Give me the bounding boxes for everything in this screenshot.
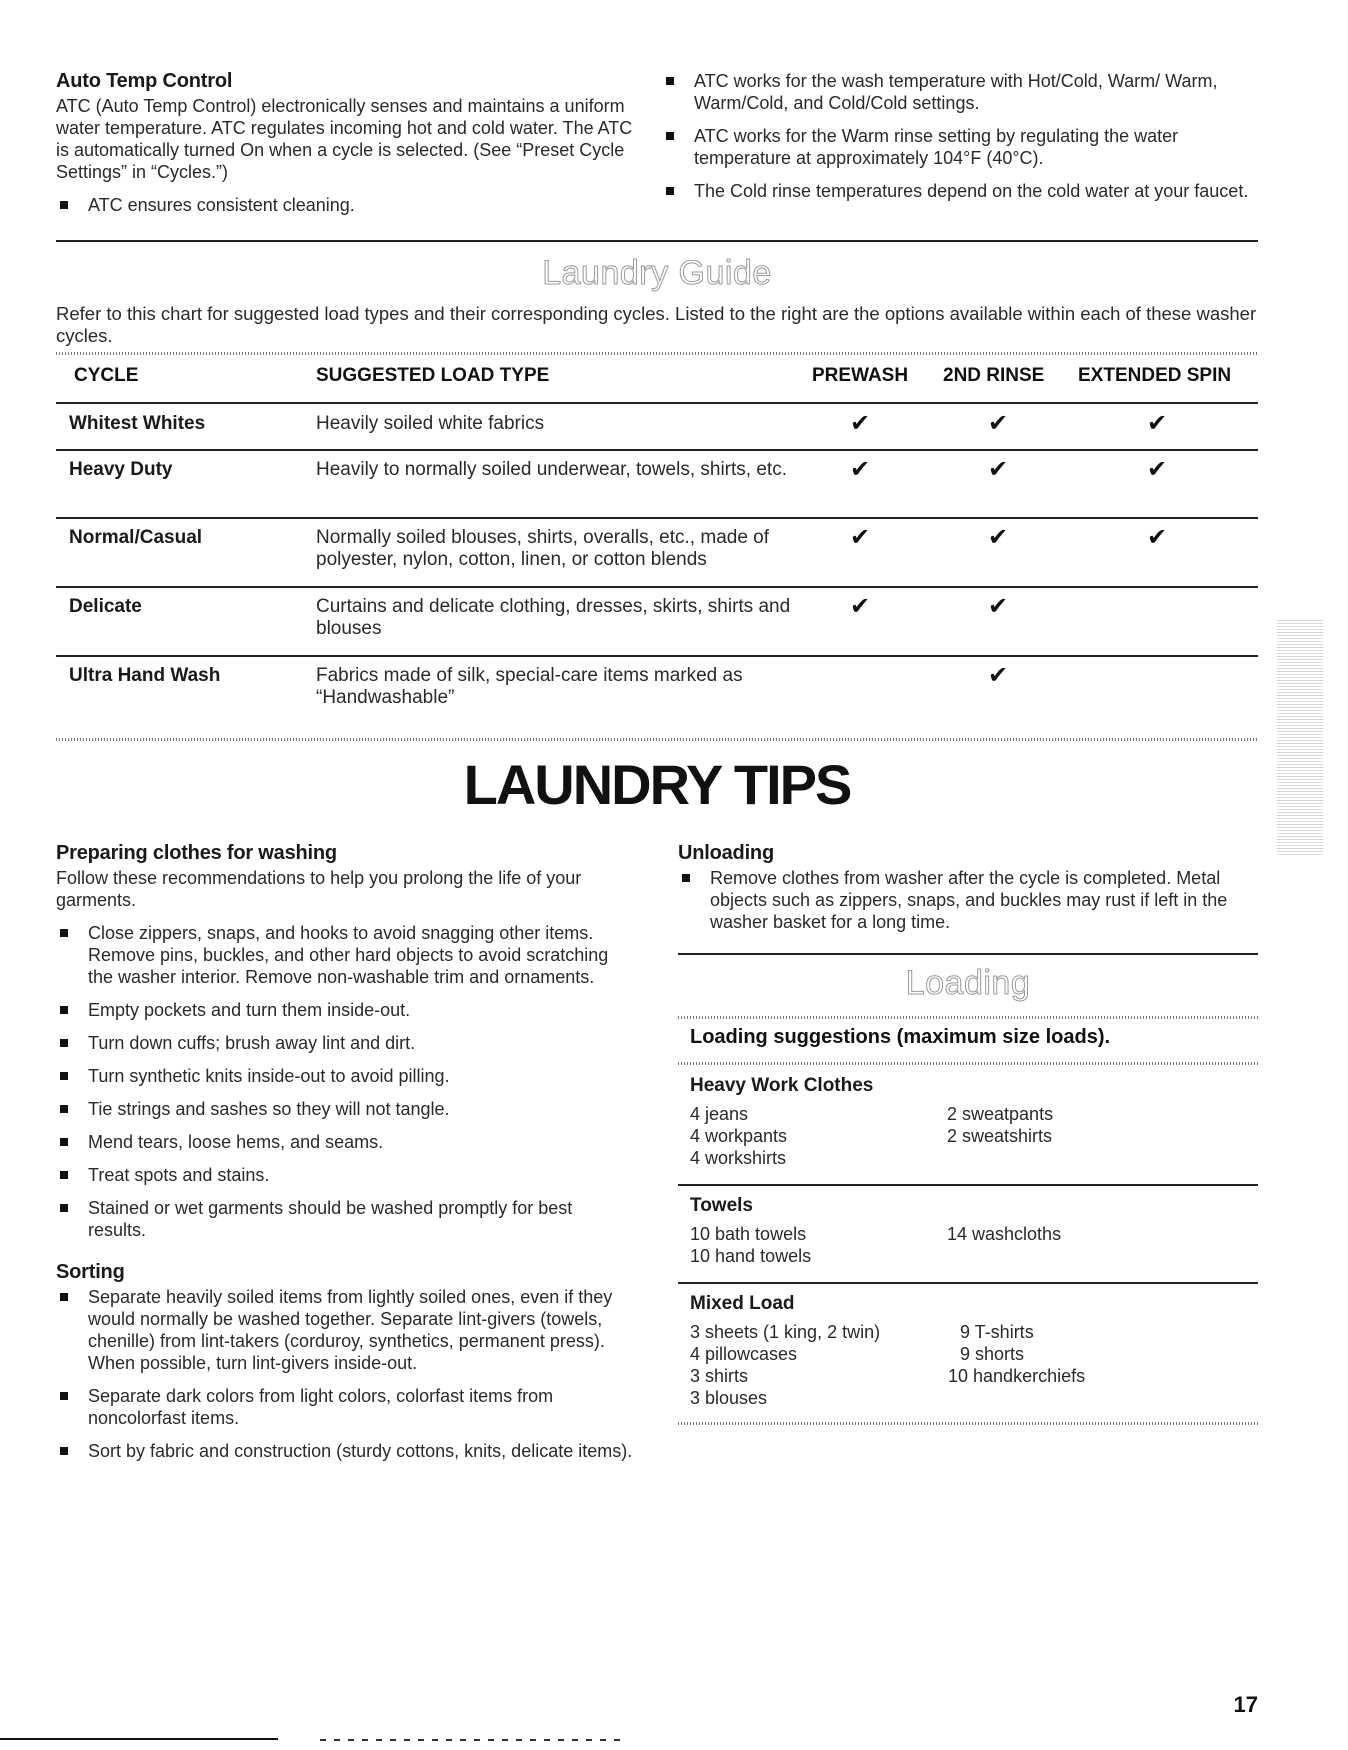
list-item: Separate heavily soiled items from lightly soiled ones, even if they would normally be washed together. Separate lint-givers (towels, chenille) from lint-takers (corduroy, synthetics, permanent press). When possible, turn lint-givers inside-out.: [56, 1286, 634, 1374]
load-type: Curtains and delicate clothing, dresses, skirts, shirts and blouses: [316, 596, 791, 639]
list-item: Empty pockets and turn them inside-out.: [56, 999, 634, 1021]
list-item: ATC works for the Warm rinse setting by regulating the water temperature at approximately 104°F (40°C).: [662, 125, 1262, 169]
laundry-tips-title: LAUNDRY TIPS: [463, 753, 851, 816]
loading-title: Loading: [905, 964, 1031, 1002]
bullet-icon: [60, 1072, 68, 1080]
bullet-icon: [60, 1171, 68, 1179]
load-type: Heavily soiled white fabrics: [316, 413, 545, 434]
prewash-check-icon: ✔: [850, 456, 871, 483]
atc-paragraph: ATC (Auto Temp Control) electronically senses and maintains a uniform water temperature. ATC regulates incoming hot and cold water. The ATC is automatically turned On when a cycle is selected. (See “Preset Cycle Settings” in “Cycles.”): [56, 96, 633, 182]
column-header-extended-spin: EXTENDED SPIN: [1078, 365, 1232, 386]
loading-bottom-rule: [678, 1422, 1258, 1425]
spin-check-icon: ✔: [1147, 456, 1168, 483]
rinse-check-icon: ✔: [988, 593, 1009, 620]
load-group-left-list: [690, 1103, 787, 1169]
table-row: [56, 662, 1258, 723]
prewash-check-icon: ✔: [850, 524, 871, 551]
bullet-icon: [666, 132, 674, 140]
loading-top-rule: [678, 1016, 1258, 1019]
load-group-right-list: [947, 1103, 1053, 1147]
list-item: Turn down cuffs; brush away lint and dirt.: [56, 1032, 634, 1054]
load-group-rule: [678, 1184, 1258, 1186]
list-item: 4 jeans: [690, 1104, 749, 1124]
cycle-name: Normal/Casual: [69, 527, 203, 548]
preparing-intro: Follow these recommendations to help you prolong the life of your garments.: [56, 868, 582, 910]
list-item: 4 workshirts: [690, 1148, 787, 1168]
list-item: Close zippers, snaps, and hooks to avoid snagging other items. Remove pins, buckles, and other hard objects to avoid scratching the washer interior. Remove non-washable trim and ornaments.: [56, 922, 634, 988]
load-type: Normally soiled blouses, shirts, overalls, etc., made of polyester, nylon, cotton, linen, or cotton blends: [316, 527, 770, 570]
bullet-icon: [60, 1293, 68, 1301]
bullet-icon: [60, 1392, 68, 1400]
rinse-check-icon: ✔: [988, 410, 1009, 437]
rinse-check-icon: ✔: [988, 524, 1009, 551]
list-item: 2 sweatshirts: [947, 1126, 1053, 1146]
list-item: 3 shirts: [690, 1366, 749, 1386]
preparing-heading: Preparing clothes for washing: [56, 842, 337, 864]
list-item: Turn synthetic knits inside-out to avoid pilling.: [56, 1065, 634, 1087]
prewash-check-icon: ✔: [850, 410, 871, 437]
list-item: 14 washcloths: [947, 1224, 1062, 1244]
load-group-right-list: [947, 1223, 1061, 1245]
atc-right-column: [662, 70, 1262, 202]
bottom-edge-rule: [0, 1738, 278, 1740]
unloading-heading: Unloading: [678, 842, 774, 864]
bullet-icon: [60, 929, 68, 937]
cycle-name: Ultra Hand Wash: [69, 665, 221, 686]
table-row: [56, 593, 1258, 654]
cycle-name: Heavy Duty: [69, 459, 173, 480]
section-divider: [56, 240, 1258, 242]
list-item: 3 blouses: [690, 1388, 768, 1408]
table-top-rule: [56, 352, 1258, 355]
loading-subheading-rule: [678, 1062, 1258, 1065]
cycle-name: Delicate: [69, 596, 142, 617]
load-type: Fabrics made of silk, special-care items marked as “Handwashable”: [316, 665, 743, 708]
laundry-guide-intro: Refer to this chart for suggested load types and their corresponding cycles. Listed to the right are the options available within each of these washer cycles.: [56, 303, 1257, 346]
load-group-right-list: [948, 1321, 1085, 1387]
column-header-cycle: CYCLE: [74, 365, 139, 386]
column-header-load-type: SUGGESTED LOAD TYPE: [316, 365, 550, 386]
bullet-icon: [60, 1204, 68, 1212]
row-rule: [56, 586, 1258, 588]
load-group-heading: Heavy Work Clothes: [690, 1075, 874, 1096]
column-header-2nd-rinse: 2ND RINSE: [943, 365, 1045, 386]
list-item: Sort by fabric and construction (sturdy cottons, knits, delicate items).: [56, 1440, 634, 1462]
bullet-icon: [682, 874, 690, 882]
unloading-bullets: [678, 867, 1258, 933]
list-item: 10 hand towels: [690, 1246, 812, 1266]
prewash-check-icon: ✔: [850, 593, 871, 620]
column-header-prewash: PREWASH: [812, 365, 909, 386]
list-item: ATC ensures consistent cleaning.: [56, 194, 636, 216]
bullet-icon: [666, 77, 674, 85]
load-group-heading: Towels: [690, 1195, 753, 1216]
list-item: 10 handkerchiefs: [948, 1366, 1086, 1386]
list-item: The Cold rinse temperatures depend on the cold water at your faucet.: [662, 180, 1262, 202]
row-rule: [56, 655, 1258, 657]
atc-left-column: [56, 70, 636, 216]
table-header-rule: [56, 402, 1258, 404]
bullet-icon: [60, 1105, 68, 1113]
table-bottom-rule: [56, 738, 1258, 741]
list-item: 10 bath towels: [690, 1224, 807, 1244]
load-group-heading: Mixed Load: [690, 1293, 795, 1314]
list-item: Treat spots and stains.: [56, 1164, 634, 1186]
list-item: 4 pillowcases: [690, 1344, 798, 1364]
tips-left-column: [56, 842, 634, 1462]
bullet-icon: [60, 1138, 68, 1146]
table-row: [56, 524, 1258, 585]
rinse-check-icon: ✔: [988, 662, 1009, 689]
list-item: 4 workpants: [690, 1126, 788, 1146]
bottom-edge-dashes: [320, 1739, 620, 1741]
table-row: [56, 456, 1258, 517]
list-item: 3 sheets (1 king, 2 twin): [690, 1322, 881, 1342]
list-item: 9 shorts: [960, 1344, 1025, 1364]
loading-subheading: Loading suggestions (maximum size loads).: [690, 1026, 1111, 1048]
atc-heading: Auto Temp Control: [56, 70, 233, 92]
list-item: Tie strings and sashes so they will not tangle.: [56, 1098, 634, 1120]
list-item: Separate dark colors from light colors, colorfast items from noncolorfast items.: [56, 1385, 634, 1429]
sorting-bullets: [56, 1286, 634, 1462]
bullet-icon: [60, 1039, 68, 1047]
atc-left-bullets: [56, 194, 636, 216]
list-item: 9 T-shirts: [960, 1322, 1034, 1342]
load-type: Heavily to normally soiled underwear, towels, shirts, etc.: [316, 459, 787, 480]
list-item: Remove clothes from washer after the cycle is completed. Metal objects such as zippers, snaps, and buckles may rust if left in the washer basket for a long time.: [678, 867, 1258, 933]
bullet-icon: [60, 201, 68, 209]
sorting-heading: Sorting: [56, 1261, 125, 1283]
preparing-bullets: [56, 922, 634, 1241]
loading-divider: [678, 953, 1258, 955]
list-item: Mend tears, loose hems, and seams.: [56, 1131, 634, 1153]
laundry-guide-title: Laundry Guide: [542, 254, 772, 292]
list-item: ATC works for the wash temperature with Hot/Cold, Warm/ Warm, Warm/Cold, and Cold/Cold settings.: [662, 70, 1262, 114]
spin-check-icon: ✔: [1147, 524, 1168, 551]
atc-right-bullets: [662, 70, 1262, 202]
table-row: [56, 410, 1258, 449]
load-group-rule: [678, 1282, 1258, 1284]
rinse-check-icon: ✔: [988, 456, 1009, 483]
row-rule: [56, 517, 1258, 519]
load-group-left-list: [690, 1321, 880, 1409]
load-group-left-list: [690, 1223, 811, 1267]
cycle-name: Whitest Whites: [69, 413, 206, 434]
spin-check-icon: ✔: [1147, 410, 1168, 437]
list-item: 2 sweatpants: [947, 1104, 1054, 1124]
page-number: 17: [1233, 1692, 1258, 1717]
bullet-icon: [60, 1447, 68, 1455]
row-rule: [56, 449, 1258, 451]
side-language-tab: [1277, 620, 1323, 855]
bullet-icon: [666, 187, 674, 195]
list-item: Stained or wet garments should be washed promptly for best results.: [56, 1197, 634, 1241]
bullet-icon: [60, 1006, 68, 1014]
tips-right-column: [678, 842, 1258, 933]
